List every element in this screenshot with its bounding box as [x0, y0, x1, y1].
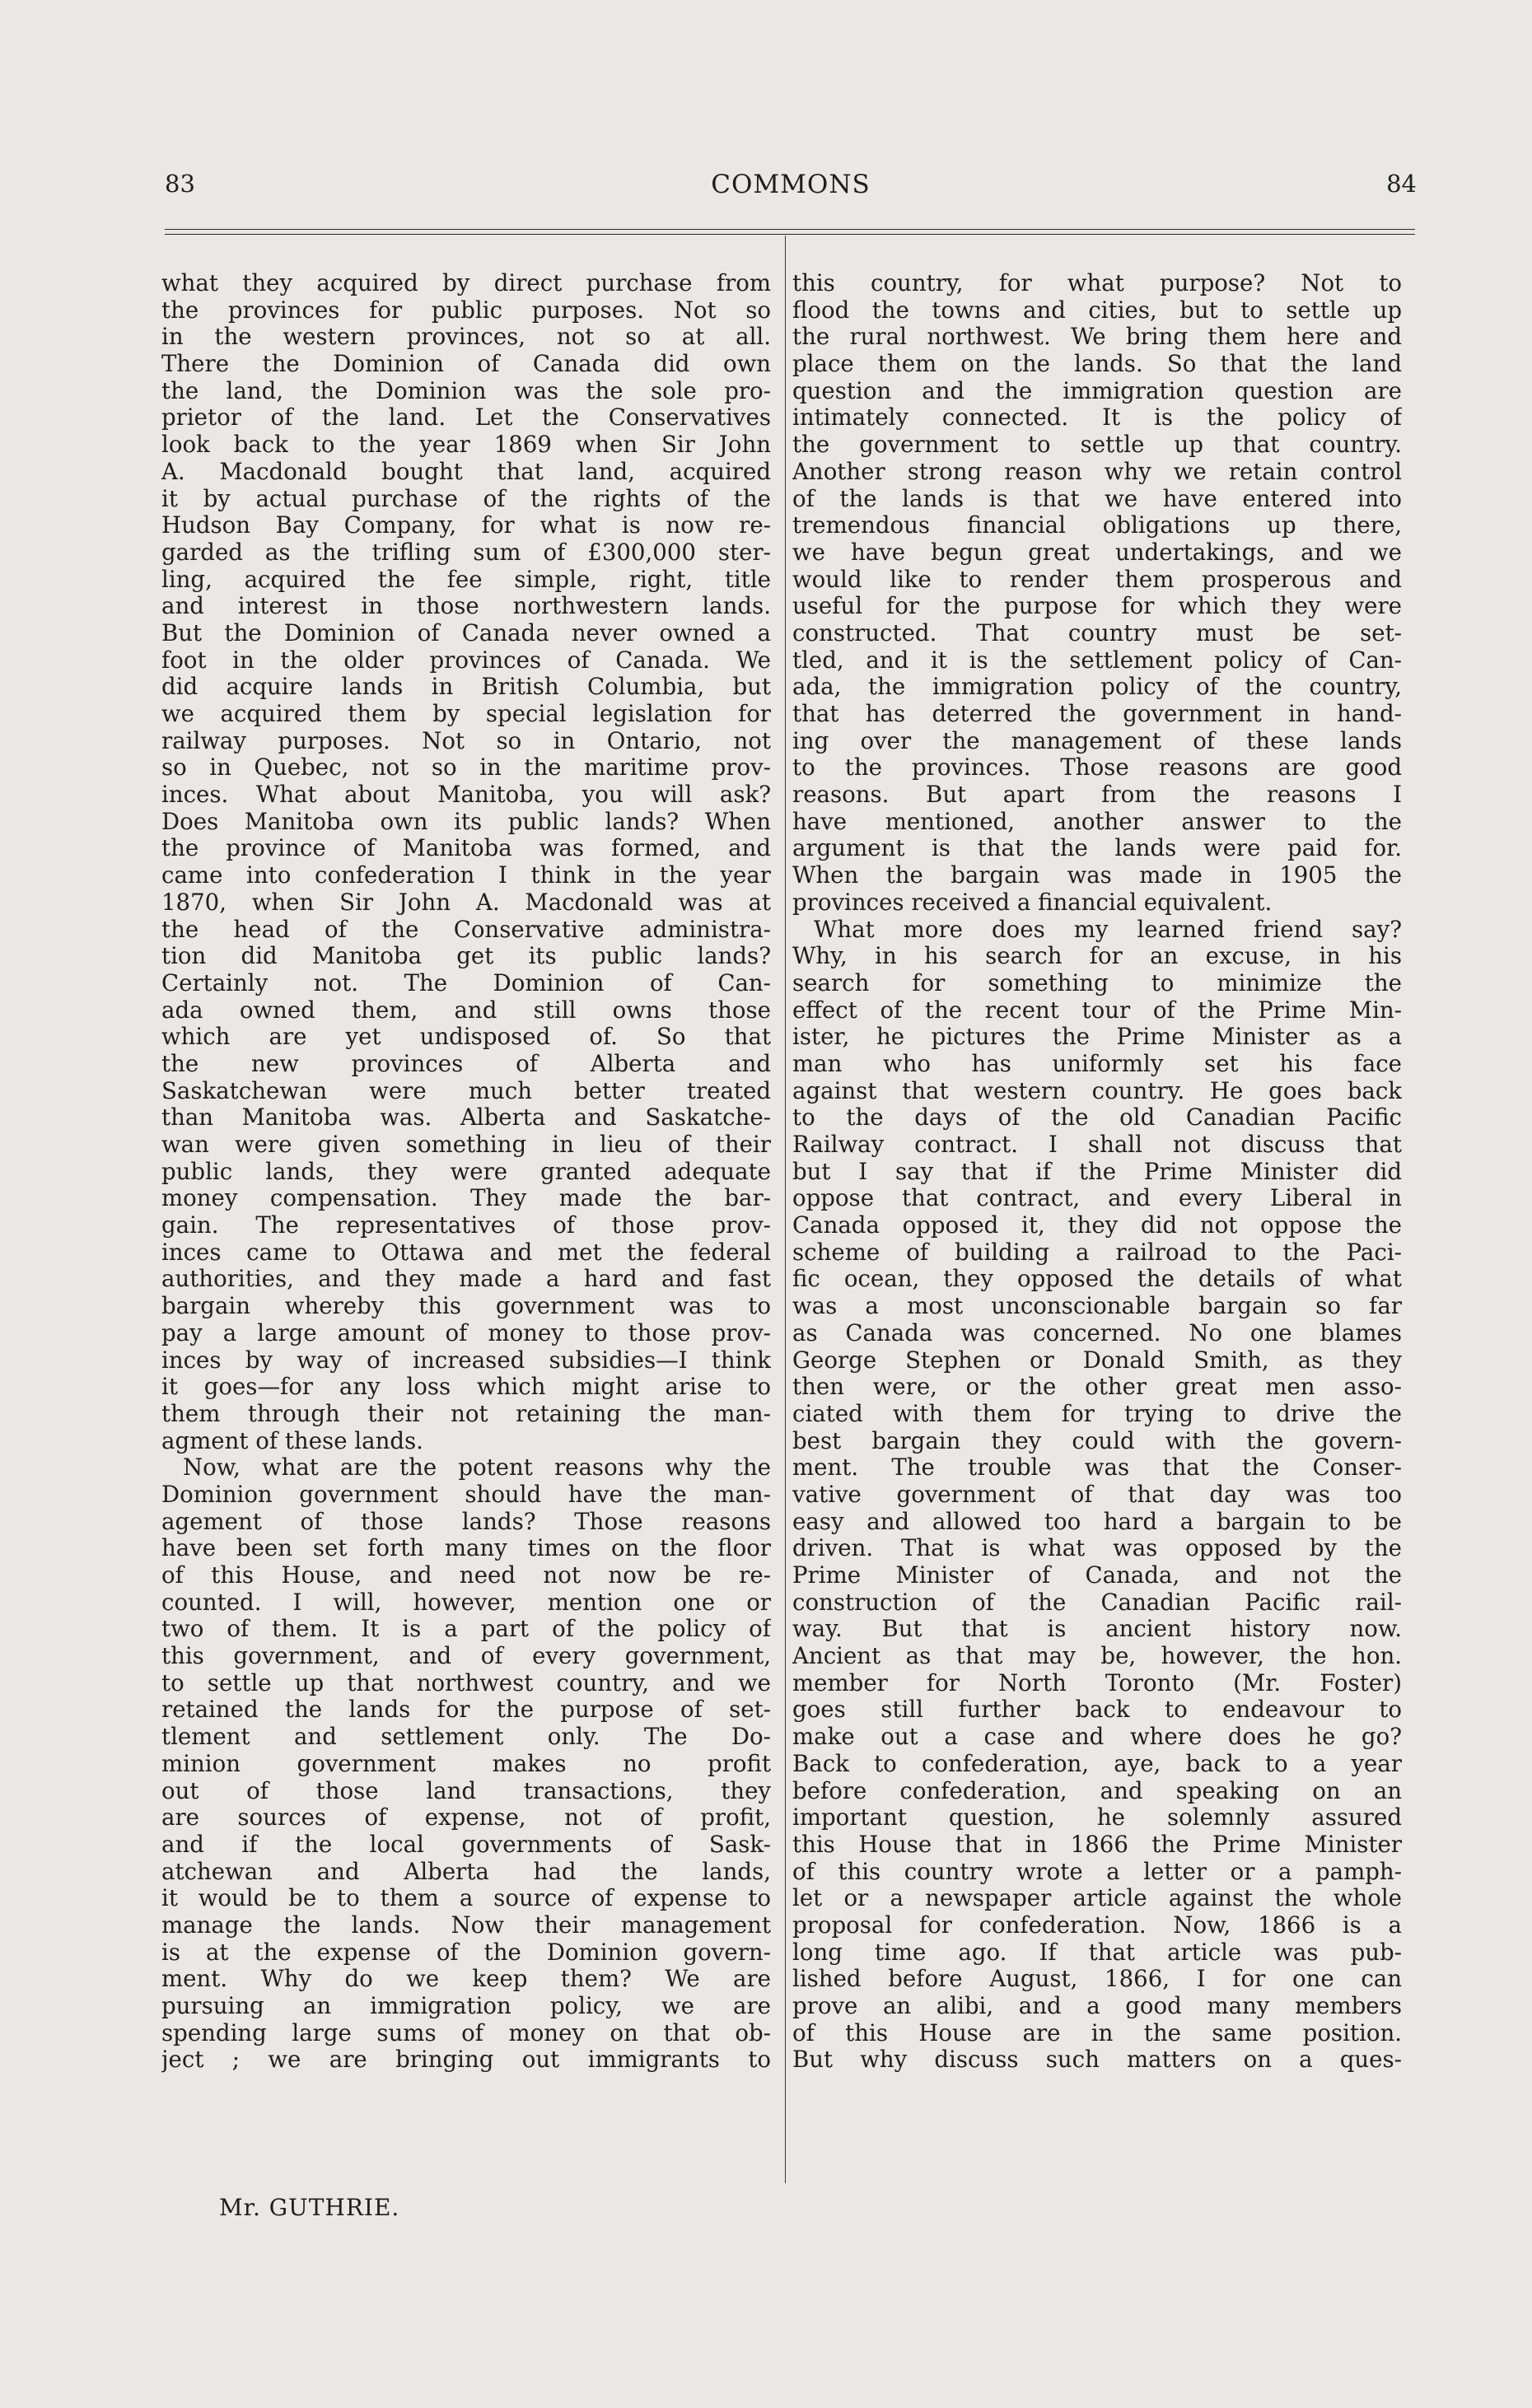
text-line: two of them. It is a part of the policy of: [161, 1616, 771, 1643]
text-line: There the Dominion of Canada did own: [161, 351, 771, 378]
text-line: which are yet undisposed of. So that: [161, 1024, 771, 1051]
text-line: constructed. That country must be set-: [792, 619, 1402, 646]
text-line: ada owned them, and still owns those: [161, 996, 771, 1024]
text-line: prietor of the land. Let the Conservatives: [161, 404, 771, 432]
text-line: let or a newspaper article against the whole: [792, 1885, 1402, 1912]
text-line: agment of these lands.: [161, 1427, 423, 1454]
text-line: out of those land transactions, they: [161, 1777, 771, 1804]
text-line: ling, acquired the fee simple, right, title: [161, 566, 771, 593]
right-column: [792, 270, 1402, 2074]
text-line: in the western provinces, not so at all.: [161, 324, 771, 351]
text-line: are sources of expense, not of profit,: [161, 1804, 771, 1832]
text-line: of this country wrote a letter or a pamph-: [792, 1858, 1402, 1885]
text-line: spending large sums of money on that ob-: [161, 2019, 771, 2046]
text-line: this country, for what purpose? Not to: [792, 270, 1402, 296]
running-title: COMMONS: [711, 170, 871, 199]
text-line: What more does my learned friend say?: [814, 916, 1402, 943]
text-line: gain. The representatives of those prov-: [161, 1212, 771, 1239]
text-line: Ancient as that may be, however, the hon.: [792, 1643, 1402, 1670]
text-line: the rural northwest. We bring them here and: [792, 324, 1402, 351]
text-line: to settle up that northwest country, and we: [161, 1669, 771, 1696]
text-line: manage the lands. Now their management: [161, 1911, 771, 1939]
text-line: construction of the Canadian Pacific rail-: [792, 1589, 1402, 1616]
text-line: effect of the recent tour of the Prime Min-: [792, 996, 1402, 1024]
text-line: Certainly not. The Dominion of Can-: [161, 969, 771, 996]
text-line: tlement and settlement only. The Do-: [161, 1724, 771, 1751]
text-line: against that western country. He goes back: [792, 1077, 1402, 1104]
text-line: goes still further back to endeavour to: [792, 1696, 1402, 1724]
text-line: wan were given something in lieu of their: [161, 1132, 771, 1158]
text-line: the provinces for public purposes. Not so: [161, 296, 771, 324]
text-line: important question, he solemnly assured: [792, 1804, 1402, 1832]
text-line: ment. Why do we keep them? We are: [161, 1966, 771, 1993]
text-line: scheme of building a railroad to the Paci-: [792, 1239, 1402, 1266]
text-line: inces by way of increased subsidies—I think: [161, 1346, 771, 1374]
text-line: ada, the immigration policy of the country,: [792, 674, 1402, 701]
text-line: the head of the Conservative administra-: [161, 916, 771, 943]
text-line: ing over the management of these lands: [792, 727, 1402, 754]
text-line: came into confederation I think in the year: [161, 862, 771, 889]
text-line: Dominion government should have the man-: [161, 1481, 771, 1508]
column-divider: [785, 236, 786, 2183]
text-line: railway purposes. Not so in Ontario, not: [161, 727, 771, 754]
text-line: it goes—for any loss which might arise to: [161, 1374, 771, 1401]
text-line: useful for the purpose for which they were: [792, 593, 1402, 620]
text-line: ject ; we are bringing out immigrants to: [161, 2046, 771, 2074]
text-line: intimately connected. It is the policy of: [792, 404, 1402, 432]
text-line: place them on the lands. So that the land: [792, 351, 1402, 378]
text-line: then were, or the other great men asso-: [792, 1374, 1402, 1401]
text-line: counted. I will, however, mention one or: [161, 1589, 771, 1616]
text-line: oppose that contract, and every Liberal in: [792, 1185, 1402, 1212]
text-line: fic ocean, they opposed the details of what: [792, 1266, 1402, 1293]
text-line: best bargain they could with the govern-: [792, 1427, 1402, 1454]
text-line: prove an alibi, and a good many members: [792, 1993, 1402, 2019]
text-line: minion government makes no profit: [161, 1750, 771, 1777]
text-line: what they acquired by direct purchase from: [161, 270, 771, 296]
text-line: Prime Minister of Canada, and not the: [792, 1562, 1402, 1589]
text-line: flood the towns and cities, but to settle up: [792, 296, 1402, 324]
text-line: Hudson Bay Company, for what is now re-: [161, 512, 771, 539]
text-line: Now, what are the potent reasons why the: [183, 1454, 771, 1482]
text-line: pursuing an immigration policy, we are: [161, 1993, 771, 2019]
text-line: the province of Manitoba was formed, and: [161, 835, 771, 862]
text-line: George Stephen or Donald Smith, as they: [792, 1346, 1402, 1374]
text-line: public lands, they were granted adequate: [161, 1158, 771, 1185]
text-line: is at the expense of the Dominion govern-: [161, 1939, 771, 1966]
text-line: agement of those lands? Those reasons: [161, 1508, 771, 1535]
text-line: Saskatchewan were much better treated: [161, 1077, 771, 1104]
text-line: have been set forth many times on the floor: [161, 1535, 771, 1562]
text-line: search for something to minimize the: [792, 969, 1402, 996]
text-line: the land, the Dominion was the sole pro-: [161, 377, 771, 404]
text-line: and interest in those northwestern lands.: [161, 593, 771, 620]
text-line: of the lands is that we have entered into: [792, 485, 1402, 512]
text-line: than Manitoba was. Alberta and Saskatche-: [161, 1104, 771, 1132]
text-line: Does Manitoba own its public lands? When: [161, 808, 771, 835]
text-line: garded as the trifling sum of £300,000 ster-: [161, 539, 771, 566]
text-line: would like to render them prosperous and: [792, 566, 1402, 593]
text-line: have mentioned, another answer to the: [792, 808, 1402, 835]
text-line: it by actual purchase of the rights of the: [161, 485, 771, 512]
text-line: so in Quebec, not so in the maritime prov-: [161, 754, 771, 782]
text-line: of this House, and need not now be re-: [161, 1562, 771, 1589]
text-line: Railway contract. I shall not discuss that: [792, 1132, 1402, 1158]
text-line: did acquire lands in British Columbia, but: [161, 674, 771, 701]
text-line: retained the lands for the purpose of set-: [161, 1696, 771, 1724]
text-line: the government to settle up that country.: [792, 432, 1402, 459]
text-line: to the provinces. Those reasons are good: [792, 754, 1402, 782]
text-line: way. But that is ancient history now.: [792, 1616, 1402, 1643]
text-line: but I say that if the Prime Minister did: [792, 1158, 1402, 1185]
text-line: tion did Manitoba get its public lands?: [161, 943, 771, 970]
text-line: inces. What about Manitoba, you will ask?: [161, 782, 771, 809]
text-line: and if the local governments of Sask-: [161, 1831, 771, 1858]
text-line: make out a case and where does he go?: [792, 1724, 1402, 1751]
text-line: When the bargain was made in 1905 the: [792, 862, 1402, 889]
text-line: man who has uniformly set his face: [792, 1050, 1402, 1077]
text-line: argument is that the lands were paid for.: [792, 835, 1402, 862]
text-line: atchewan and Alberta had the lands,: [161, 1858, 771, 1885]
text-line: to the days of the old Canadian Pacific: [792, 1104, 1402, 1132]
text-line: proposal for confederation. Now, 1866 is a: [792, 1911, 1402, 1939]
text-line: Another strong reason why we retain control: [792, 458, 1402, 485]
text-line: vative government of that day was too: [792, 1481, 1402, 1508]
text-line: provinces received a financial equivalent.: [792, 889, 1273, 916]
text-line: Why, in his search for an excuse, in his: [792, 943, 1402, 970]
text-line: But the Dominion of Canada never owned a: [161, 619, 771, 646]
text-line: lished before August, 1866, I for one can: [792, 1966, 1402, 1993]
text-line: ister, he pictures the Prime Minister as a: [792, 1024, 1402, 1051]
text-line: question and the immigration question are: [792, 377, 1402, 404]
text-line: this House that in 1866 the Prime Minister: [792, 1831, 1402, 1858]
text-line: ciated with them for trying to drive the: [792, 1400, 1402, 1427]
text-line: inces came to Ottawa and met the federal: [161, 1239, 771, 1266]
text-line: as Canada was concerned. No one blames: [792, 1319, 1402, 1346]
text-line: this government, and of every government,: [161, 1643, 771, 1670]
text-line: But why discuss such matters on a ques-: [792, 2046, 1402, 2074]
text-line: pay a large amount of money to those prov-: [161, 1319, 771, 1346]
text-line: bargain whereby this government was to: [161, 1293, 771, 1320]
text-line: 1870, when Sir John A. Macdonald was at: [161, 889, 771, 916]
text-line: the new provinces of Alberta and: [161, 1050, 771, 1077]
header-double-rule: [165, 229, 1415, 235]
text-line: them through their not retaining the man-: [161, 1400, 771, 1427]
text-line: of this House are in the same position.: [792, 2019, 1402, 2046]
text-line: easy and allowed too hard a bargain to be: [792, 1508, 1402, 1535]
right-page-number: 84: [1386, 170, 1417, 198]
text-line: before confederation, and speaking on an: [792, 1777, 1402, 1804]
text-line: authorities, and they made a hard and fast: [161, 1266, 771, 1293]
text-line: was a most unconscionable bargain so far: [792, 1293, 1402, 1320]
text-line: look back to the year 1869 when Sir John: [161, 432, 771, 459]
text-line: Back to confederation, aye, back to a year: [792, 1750, 1402, 1777]
text-line: ment. The trouble was that the Conser-: [792, 1454, 1402, 1482]
text-line: tled, and it is the settlement policy of Can-: [792, 646, 1402, 674]
page-header: [165, 170, 1417, 206]
text-line: tremendous financial obligations up there,: [792, 512, 1402, 539]
text-line: we have begun great undertakings, and we: [792, 539, 1402, 566]
text-line: reasons. But apart from the reasons I: [792, 782, 1402, 809]
text-line: A. Macdonald bought that land, acquired: [161, 458, 771, 485]
text-line: long time ago. If that article was pub-: [792, 1939, 1402, 1966]
text-line: foot in the older provinces of Canada. We: [161, 646, 771, 674]
text-line: driven. That is what was opposed by the: [792, 1535, 1402, 1562]
text-line: member for North Toronto (Mr. Foster): [792, 1669, 1402, 1696]
text-line: Canada opposed it, they did not oppose the: [792, 1212, 1402, 1239]
text-line: money compensation. They made the bar-: [161, 1185, 771, 1212]
speaker-footer: Mr. GUTHRIE.: [219, 2194, 400, 2221]
text-line: we acquired them by special legislation for: [161, 701, 771, 727]
left-column: [161, 270, 771, 2074]
text-line: that has deterred the government in hand-: [792, 701, 1402, 727]
left-page-number: 83: [165, 170, 195, 198]
text-line: it would be to them a source of expense to: [161, 1885, 771, 1912]
